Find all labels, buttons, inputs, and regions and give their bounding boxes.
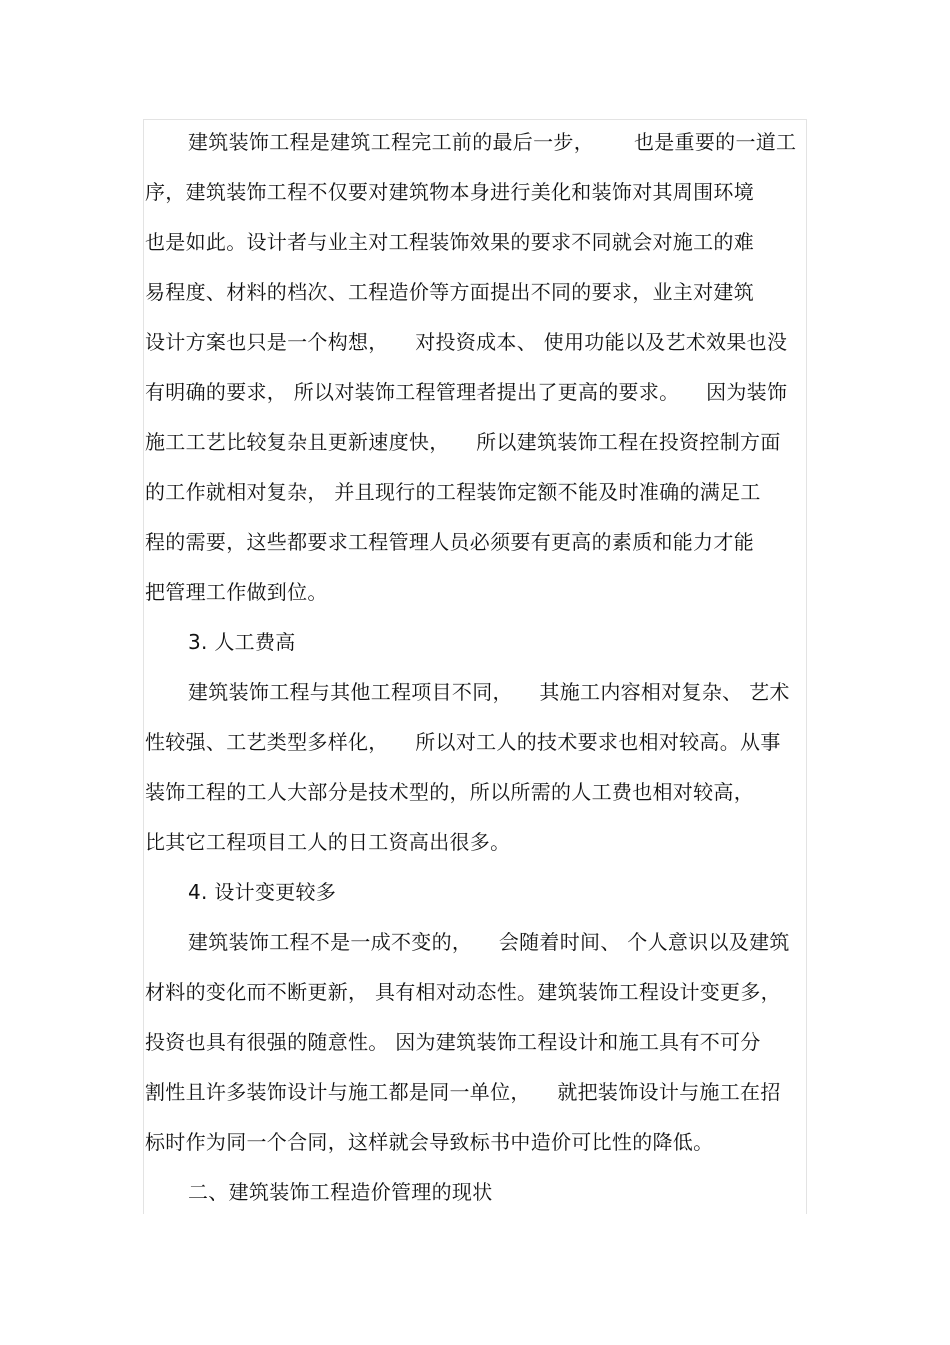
- text-line: 施工工艺比较复杂且更新速度快， 所以建筑装饰工程在投资控制方面: [145, 430, 781, 454]
- text-line: 二、建筑装饰工程造价管理的现状: [188, 1180, 493, 1204]
- text-line: 3. 人工费高: [188, 630, 296, 654]
- text-line: 4. 设计变更较多: [188, 880, 337, 904]
- text-line: 程的需要，这些都要求工程管理人员必须要有更高的素质和能力才能: [145, 530, 754, 554]
- text-line: 有明确的要求， 所以对装饰工程管理者提出了更高的要求。 因为装饰: [145, 380, 788, 404]
- text-line: 的工作就相对复杂， 并且现行的工程装饰定额不能及时准确的满足工: [145, 480, 761, 504]
- text-line: 建筑装饰工程与其他工程项目不同， 其施工内容相对复杂、 艺术: [188, 680, 790, 704]
- text-line: 建筑装饰工程不是一成不变的， 会随着时间、 个人意识以及建筑: [188, 930, 790, 954]
- text-line: 投资也具有很强的随意性。 因为建筑装饰工程设计和施工具有不可分: [145, 1030, 761, 1054]
- text-line: 易程度、材料的档次、工程造价等方面提出不同的要求，业主对建筑: [145, 280, 754, 304]
- text-line: 材料的变化而不断更新， 具有相对动态性。建筑装饰工程设计变更多，: [145, 980, 781, 1004]
- text-line: 把管理工作做到位。: [145, 580, 328, 604]
- text-line: 也是如此。设计者与业主对工程装饰效果的要求不同就会对施工的难: [145, 230, 754, 254]
- text-line: 建筑装饰工程是建筑工程完工前的最后一步， 也是重要的一道工: [188, 130, 797, 154]
- text-line: 装饰工程的工人大部分是技术型的，所以所需的人工费也相对较高，: [145, 780, 754, 804]
- text-line: 设计方案也只是一个构想， 对投资成本、 使用功能以及艺术效果也没: [145, 330, 788, 354]
- text-line: 标时作为同一个合同，这样就会导致标书中造价可比性的降低。: [145, 1130, 714, 1154]
- text-line: 序，建筑装饰工程不仅要对建筑物本身进行美化和装饰对其周围环境: [145, 180, 754, 204]
- text-line: 性较强、工艺类型多样化， 所以对工人的技术要求也相对较高。从事: [145, 730, 781, 754]
- text-line: 比其它工程项目工人的日工资高出很多。: [145, 830, 511, 854]
- text-line: 割性且许多装饰设计与施工都是同一单位， 就把装饰设计与施工在招: [145, 1080, 781, 1104]
